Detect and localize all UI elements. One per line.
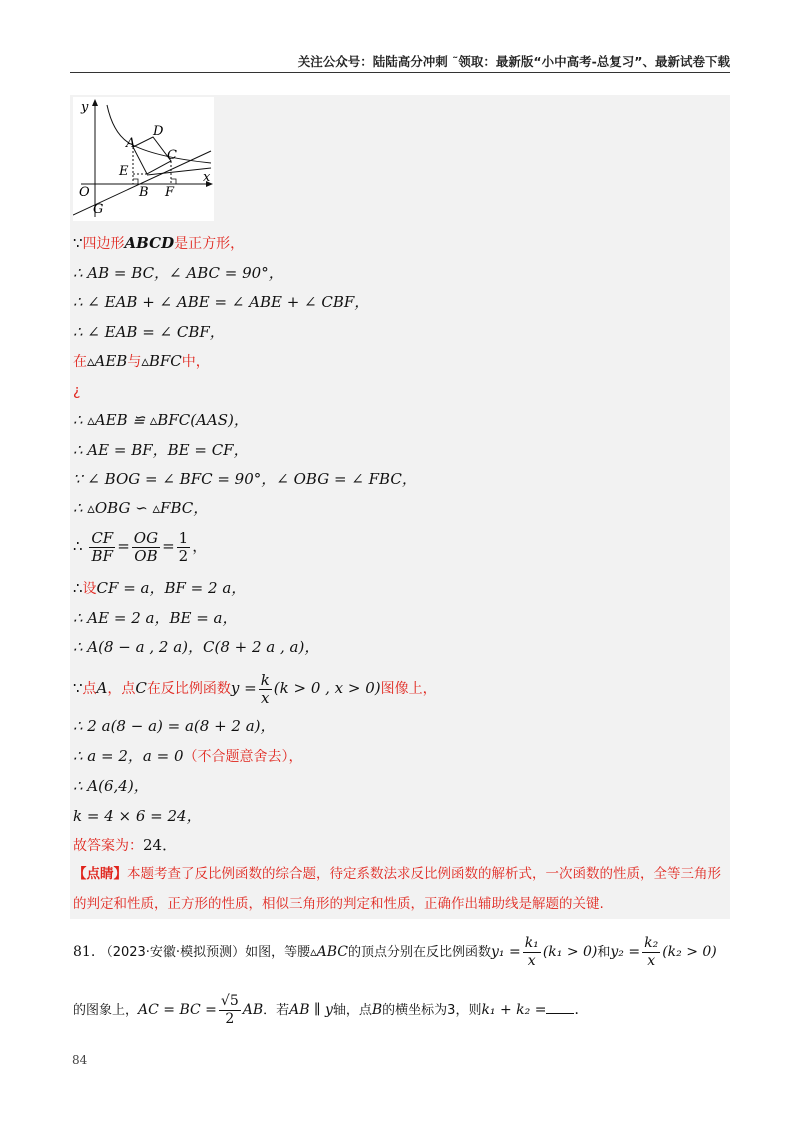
frac-one-half: $\frac{1}{2}$ — [178, 528, 189, 565]
line-13: ∴ AE = 2 a，BE = a， — [73, 609, 238, 627]
label-y: y — [81, 100, 89, 115]
key-point-note — [73, 859, 733, 919]
geometry-figure — [73, 97, 214, 221]
label-c: C — [167, 148, 177, 163]
page-header: 关注公众号：陆陆高分冲刺 ˜领取：最新版“小中高考-总复习”、最新试卷下载 — [297, 54, 730, 69]
y-axis-arrow — [92, 99, 98, 106]
line-10: ∴ ▵OBG ∽ ▵FBC， — [73, 499, 209, 517]
label-d: D — [153, 124, 164, 139]
line-6: ¿ — [73, 383, 81, 399]
line-2: ∴ AB = BC，∠ ABC = 90°， — [73, 264, 284, 282]
line-11: ∴ $\frac{CF}{BF}$ = $\frac{OG}{OB}$ = $\frac{1}{2}$ ， — [73, 528, 208, 565]
question-source: （2023·安徽·模拟预测） — [99, 945, 246, 960]
line-7: ∴ ▵AEB ≌ ▵BFC(AAS)， — [73, 411, 249, 429]
line-8: ∴ AE = BF，BE = CF， — [73, 441, 249, 459]
question-81-line-2: 的图象上，AC = BC = $\frac{√5}{2}$ AB．若AB ∥ y轴，点B的横坐标为3，则k₁ + k₂ = ． — [73, 992, 589, 1027]
label-b: B — [139, 185, 149, 200]
line-15: ∵点A，点C在反比例函数y = $\frac{k}{x}$ (k > 0 , x > 0)图像上， — [73, 670, 437, 707]
frac-og-ob: $\frac{OG}{OB}$ — [133, 528, 159, 565]
label-e: E — [119, 164, 129, 179]
key-point-text: 本题考查了反比例函数的综合题，待定系数法求反比例函数的解析式，一次函数的性质，全等三角形的判定和性质，正方形的性质，相似三角形的判定和性质，正确作出辅助线是解题的关键. — [73, 866, 721, 912]
label-g: G — [93, 202, 104, 217]
key-point-tag: 【点睛】 — [73, 866, 127, 882]
label-o: O — [79, 185, 90, 200]
question-number: 81. — [73, 944, 96, 960]
line-16: ∴ 2 a(8 − a) = a(8 + 2 a)， — [73, 717, 276, 735]
line-14: ∴ A(8 − a , 2 a)，C(8 + 2 a , a)， — [73, 638, 320, 656]
line-12: ∴设CF = a，BF = 2 a， — [73, 579, 247, 597]
right-angle-f — [171, 179, 176, 184]
line-5: 在▵AEB与▵BFC中， — [73, 352, 210, 370]
label-a: A — [126, 136, 136, 151]
line-1: ∵四边形ABCD是正方形， — [73, 234, 245, 252]
line-9: ∵ ∠ BOG = ∠ BFC = 90°，∠ OBG = ∠ FBC， — [73, 470, 417, 488]
frac-cf-bf: $\frac{CF}{BF}$ — [91, 528, 114, 565]
label-x: x — [203, 170, 211, 185]
line-4: ∴ ∠ EAB = ∠ CBF， — [73, 323, 225, 341]
frac-k-x: $\frac{k}{x}$ — [260, 670, 270, 707]
line-19: k = 4 × 6 = 24， — [73, 807, 202, 825]
line-3: ∴ ∠ EAB + ∠ ABE = ∠ ABE + ∠ CBF， — [73, 293, 370, 311]
line-18: ∴ A(6,4)， — [73, 777, 149, 795]
figure-svg — [73, 97, 214, 221]
line-20: 故答案为：24． — [73, 836, 178, 854]
line-17: ∴ a = 2，a = 0（不合题意舍去）， — [73, 747, 303, 765]
question-81-line-1: 81. （2023·安徽·模拟预测）如图，等腰▵ABC的顶点分别在反比例函数y₁ = $\frac{\text{k₁}}{x}$ (k₁ > 0)和y₂ = $\frac{\text{k₂}}{x}$ (k₂ > 0) — [73, 934, 717, 969]
label-f: F — [165, 185, 175, 200]
page-number: 84 — [72, 1053, 88, 1067]
header-rule — [70, 72, 730, 73]
right-angle-e — [133, 179, 138, 184]
answer-blank[interactable] — [546, 1013, 574, 1014]
